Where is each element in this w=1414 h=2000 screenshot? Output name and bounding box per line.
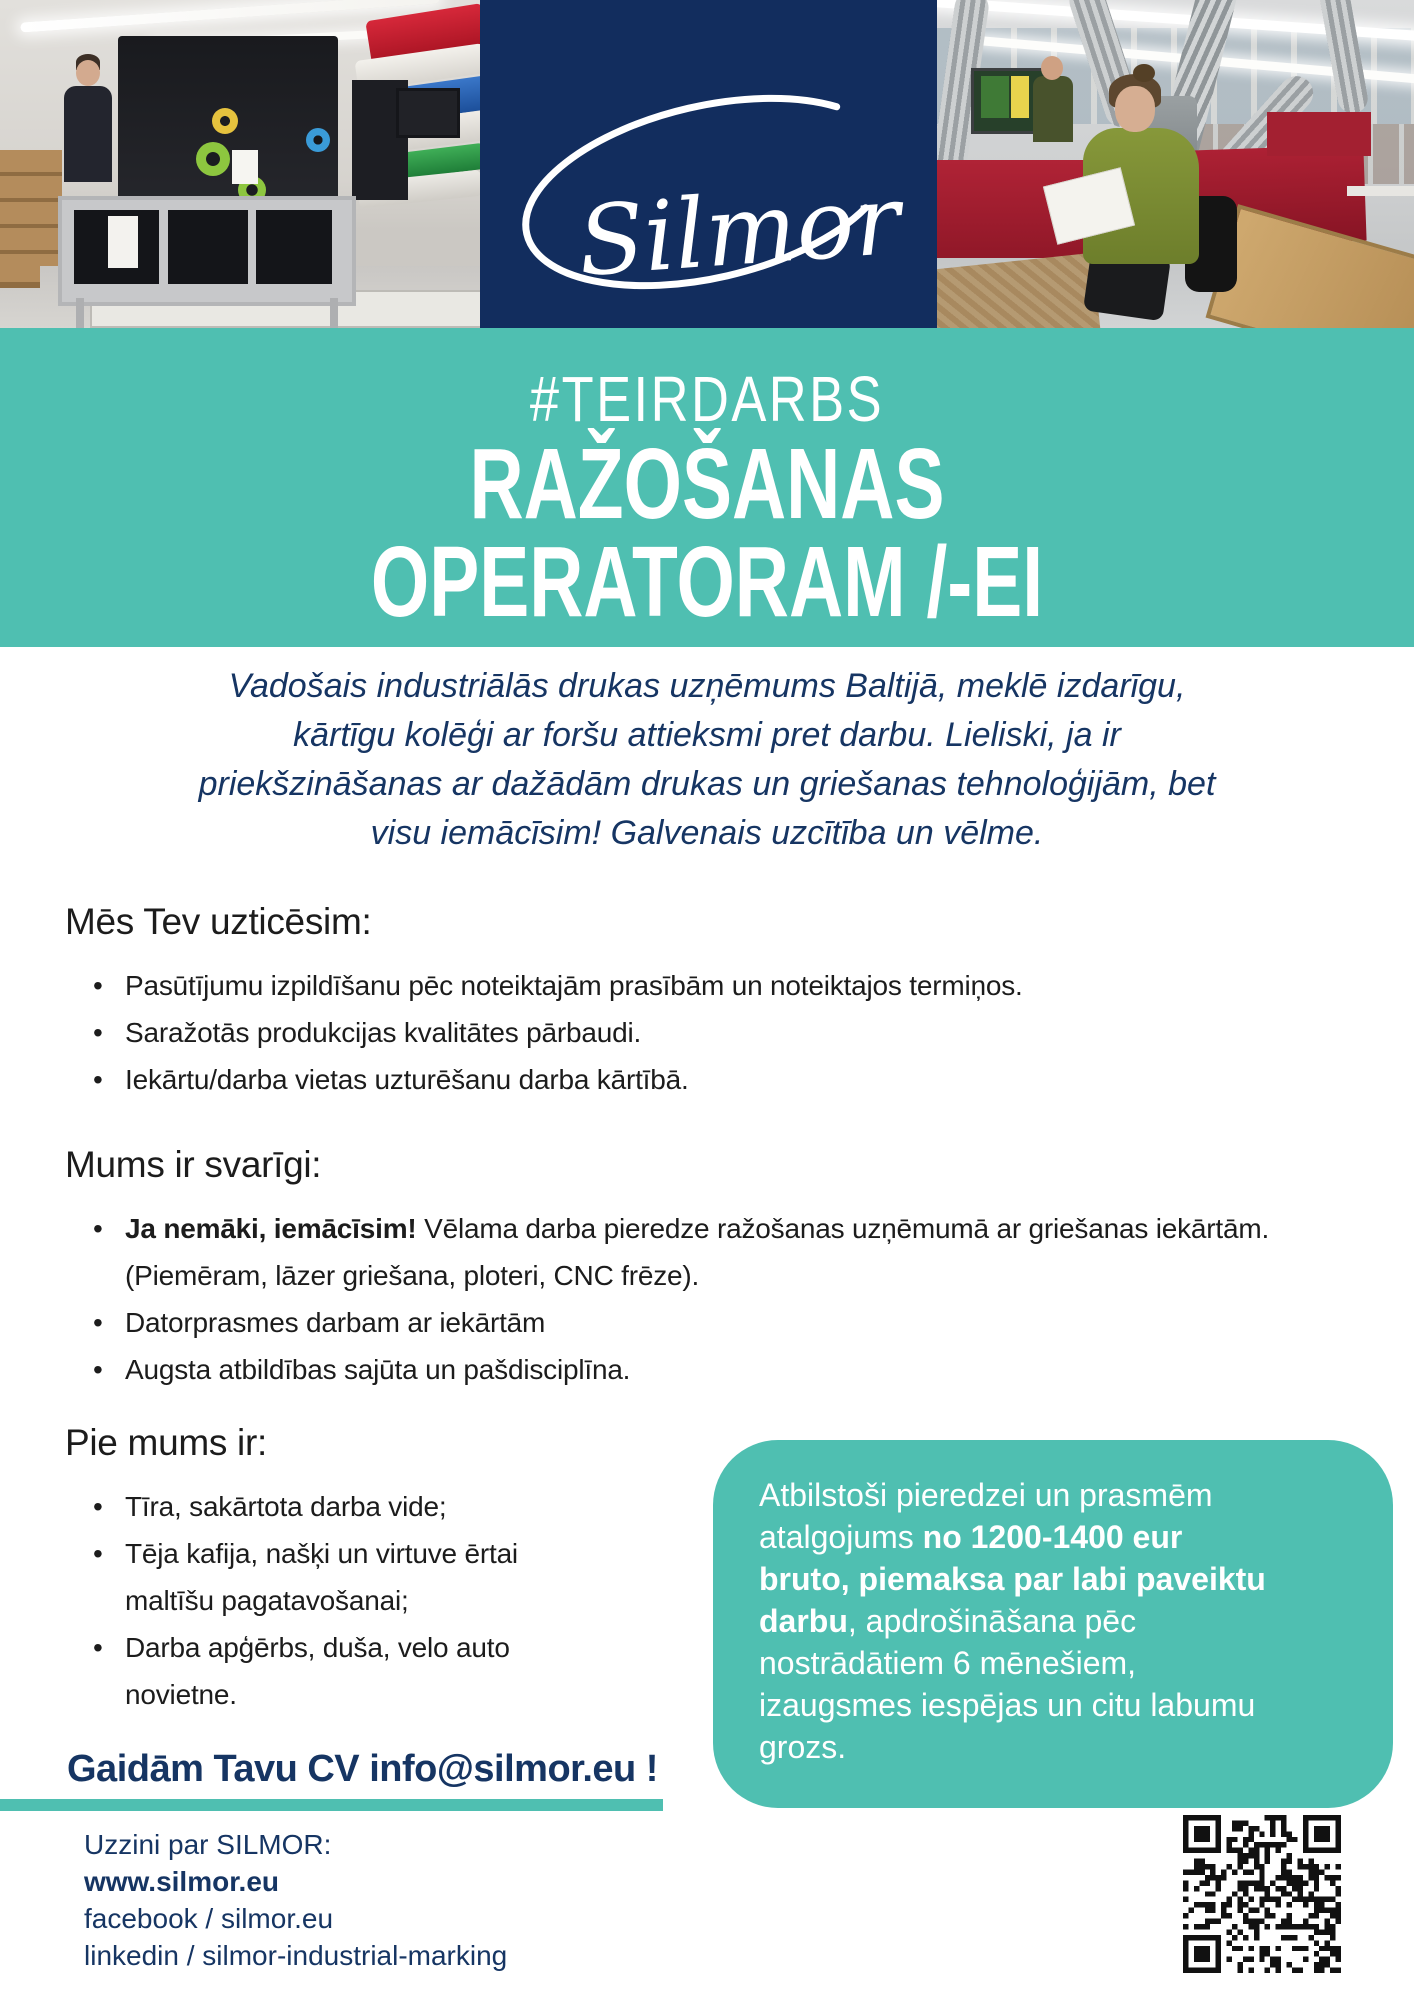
job-title-line1: RAŽOŠANAS	[469, 428, 945, 540]
section-heading: Mēs Tev uzticēsim:	[65, 901, 372, 942]
salary-text-start: Atbilstoši pieredzei un prasmēm atalgojums	[759, 1477, 1213, 1555]
salary-text-end: , apdrošināšana pēc nostrādātiem 6 mēnešiem, izaugsmes iespējas un citu labumu grozs.	[759, 1603, 1256, 1765]
header	[0, 0, 1414, 328]
salary-text-bold: no 1200-1400 eur bruto, piemaksa par labi paveiktu darbu	[759, 1519, 1266, 1639]
green-spool	[196, 142, 230, 176]
screen-content	[1011, 76, 1029, 118]
list-item: • Tēja kafija, našķi un virtuve ērtai maltīšu pagatavošanai;	[65, 1530, 613, 1624]
teal-divider-bar	[0, 1799, 663, 1811]
facebook-link: facebook / silmor.eu	[84, 1903, 334, 1934]
section-responsibilities	[65, 900, 1361, 1103]
bullet-list	[65, 1483, 613, 1718]
section-requirements	[65, 1143, 1361, 1393]
monitor	[396, 88, 460, 138]
workshop-photo-right	[937, 0, 1414, 328]
footer-links	[84, 1826, 507, 1974]
job-title-line2: OPERATORAM /-EI	[370, 526, 1044, 638]
seated-worker	[1115, 86, 1155, 132]
screen-content	[981, 76, 1009, 118]
emphasis-text: Ja nemāki, iemācīsim!	[125, 1213, 417, 1244]
silmor-logo	[480, 0, 937, 328]
silmor-logo-text: Silmor	[574, 163, 904, 298]
list-item: • Darba apģērbs, duša, velo auto novietne.	[65, 1624, 613, 1718]
bullet-list	[65, 962, 1361, 1103]
pallet	[0, 256, 40, 288]
worker-figure	[64, 86, 112, 182]
wooden-drawers	[0, 150, 62, 268]
paper-sheet	[108, 216, 138, 268]
worker-figure	[1033, 76, 1073, 142]
bench-leg	[330, 298, 338, 328]
bullet-list	[65, 1205, 1361, 1393]
red-machine	[1267, 112, 1371, 156]
machine-panel	[168, 210, 248, 284]
list-item-text: Vēlama darba pieredze ražošanas uzņēmumā ar griešanas iekārtām. (Piemēram, lāzer griešana, ploteri, CNC frēze).	[125, 1213, 1270, 1291]
intro-line: Vadošais industriālās drukas uzņēmums Baltijā, meklē izdarīgu,	[228, 667, 1186, 705]
intro-line: priekšzināšanas ar dažādām drukas un griešanas tehnoloģijām, bet	[198, 765, 1216, 803]
list-item: • Saražotās produkcijas kvalitātes pārbaudi.	[65, 1009, 1361, 1056]
bench-leg	[76, 298, 84, 328]
worker-figure	[76, 60, 100, 86]
list-item	[65, 1205, 1361, 1299]
title-banner	[0, 328, 1414, 647]
workshop-photo-left	[0, 0, 480, 328]
intro-line: visu iemācīsim! Galvenais uzcītība un vēlme.	[370, 814, 1044, 852]
website-link: www.silmor.eu	[84, 1866, 280, 1897]
hashtag-teirdarbs: #TEIRDARBS	[529, 363, 885, 435]
cv-contact-line: Gaidām Tavu CV info@silmor.eu !	[67, 1748, 658, 1790]
list-item: • Augsta atbildības sajūta un pašdisciplīna.	[65, 1346, 1361, 1393]
worker-figure	[1041, 56, 1063, 80]
list-item: • Pasūtījumu izpildīšanu pēc noteiktajām prasībām un noteiktajos termiņos.	[65, 962, 1361, 1009]
intro-paragraph	[0, 662, 1414, 858]
section-heading: Mums ir svarīgi:	[65, 1144, 322, 1185]
section-heading: Pie mums ir:	[65, 1422, 267, 1463]
list-item: • Iekārtu/darba vietas uzturēšanu darba kārtībā.	[65, 1056, 1361, 1103]
salary-info-box	[713, 1440, 1393, 1808]
seated-worker	[1133, 64, 1155, 82]
table	[1347, 186, 1414, 196]
blue-spool	[306, 128, 330, 152]
footer-heading: Uzzini par SILMOR:	[84, 1829, 332, 1860]
machine-panel	[256, 210, 332, 284]
intro-line: kārtīgu kolēģi ar foršu attieksmi pret darbu. Lieliski, ja ir	[293, 716, 1121, 754]
qr-code	[1181, 1815, 1343, 1973]
list-item: • Tīra, sakārtota darba vide;	[65, 1483, 613, 1530]
list-item: • Datorprasmes darbam ar iekārtām	[65, 1299, 1361, 1346]
linkedin-link: linkedin / silmor-industrial-marking	[84, 1940, 508, 1971]
yellow-spool	[212, 108, 238, 134]
logo-block	[480, 0, 937, 328]
paper-sheet	[232, 150, 258, 184]
